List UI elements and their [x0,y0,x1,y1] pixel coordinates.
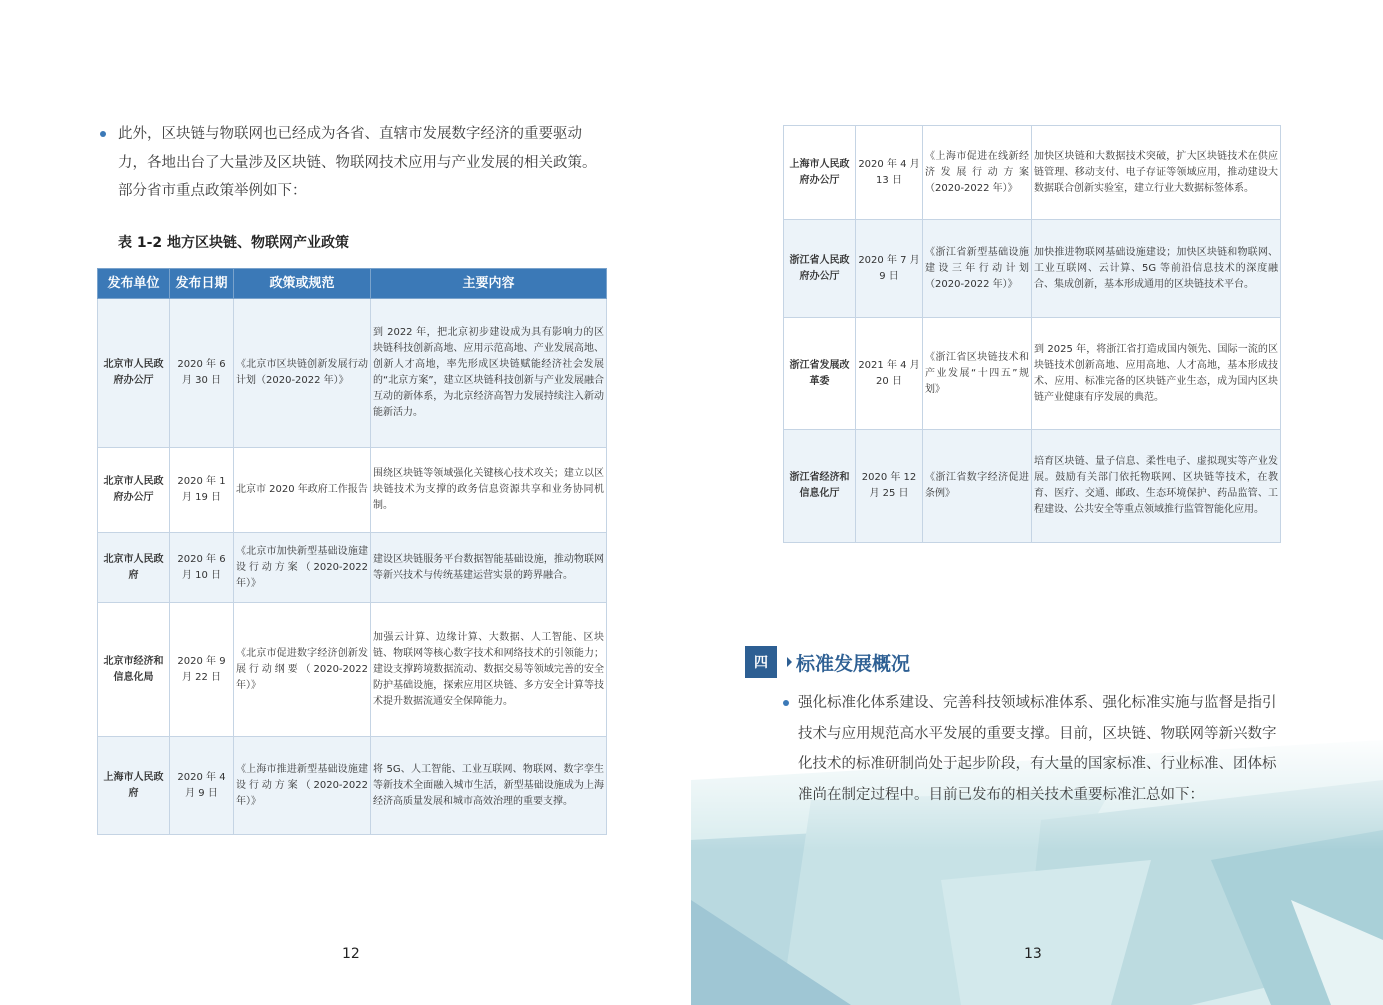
left-page [0,0,691,1005]
section-title: 标准发展概况 [796,652,911,675]
header-policy: 政策或规范 [234,269,371,299]
cell-unit: 上海市人民政府 [98,737,170,835]
cell-policy: 《浙江省区块链技术和产业发展“十四五”规划》 [923,318,1032,430]
bullet-icon [783,700,789,706]
cell-content: 围绕区块链等领域强化关键核心技术攻关；建立以区块链技术为支撑的政务信息资源共享和业务协同机制。 [371,448,607,533]
cell-date: 2020 年 4 月 9 日 [170,737,234,835]
cell-policy: 《上海市推进新型基础设施建设行动方案（2020-2022 年）》 [234,737,371,835]
cell-policy: 《浙江省数字经济促进条例》 [923,430,1032,543]
cell-content: 到 2025 年，将浙江省打造成国内领先、国际一流的区块链技术创新高地、应用高地、人才高地，基本形成技术、应用、标准完备的区块链产业生态，成为国内区块链产业健康有序发展的典范。 [1032,318,1281,430]
policy-table-left [97,268,607,835]
cell-date: 2020 年 4 月 13 日 [856,126,923,220]
cell-content: 加强云计算、边缘计算、大数据、人工智能、区块链、物联网等核心数字技术和网络技术的引领能力；建设支撑跨境数据流动、数据交易等领域完善的安全防护基础设施，探索应用区块链、多方安全计算等技术提升数据流通安全保障能力。 [371,603,607,737]
cell-date: 2020 年 12 月 25 日 [856,430,923,543]
cell-date: 2020 年 9 月 22 日 [170,603,234,737]
cell-unit: 北京市经济和信息化局 [98,603,170,737]
header-unit: 发布单位 [98,269,170,299]
table-row [784,220,1281,318]
cell-content: 到 2022 年，把北京初步建设成为具有影响力的区块链科技创新高地、应用示范高地、产业发展高地、创新人才高地，率先形成区块链赋能经济社会发展的“北京方案”，建立区块链科技创新与产业发展融合互动的新体系，为北京经济高智力发展持续注入新动能新活力。 [371,299,607,448]
intro-text: 此外，区块链与物联网也已经成为各省、直辖市发展数字经济的重要驱动力，各地出台了大量涉及区块链、物联网技术应用与产业发展的相关政策。部分省市重点政策举例如下： [118,126,597,199]
table-row [784,126,1281,220]
table-row [784,318,1281,430]
cell-content: 建设区块链服务平台数据智能基础设施，推动物联网等新兴技术与传统基建运营实景的跨界融合。 [371,533,607,603]
page-number-right: 13 [1024,946,1042,962]
arrow-right-icon [787,657,792,667]
cell-policy: 《浙江省新型基础设施建设三年行动计划（2020-2022 年）》 [923,220,1032,318]
table-row [98,603,607,737]
table-row [98,299,607,448]
section-paragraph [783,688,1283,810]
cell-date: 2020 年 6 月 10 日 [170,533,234,603]
table-header-row [98,269,607,299]
cell-unit: 浙江省发展改革委 [784,318,856,430]
cell-policy: 《北京市区块链创新发展行动计划（2020-2022 年）》 [234,299,371,448]
page-number-left: 12 [342,946,360,962]
cell-unit: 北京市人民政府 [98,533,170,603]
header-date: 发布日期 [170,269,234,299]
cell-content: 将 5G、人工智能、工业互联网、物联网、数字孪生等新技术全面融入城市生活，新型基础设施成为上海经济高质量发展和城市高效治理的重要支撑。 [371,737,607,835]
cell-date: 2020 年 7 月 9 日 [856,220,923,318]
policy-table-right [783,125,1281,543]
section-body-text: 强化标准化体系建设、完善科技领域标准体系、强化标准实施与监督是指引技术与应用规范高水平发展的重要支撑。目前，区块链、物联网等新兴数字化技术的标准研制尚处于起步阶段，有大量的国家标准、行业标准、团体标准尚在制定过程中。目前已发布的相关技术重要标准汇总如下： [798,695,1277,803]
header-content: 主要内容 [371,269,607,299]
cell-content: 加快推进物联网基础设施建设；加快区块链和物联网、工业互联网、云计算、5G 等前沿信息技术的深度融合、集成创新，基本形成通用的区块链技术平台。 [1032,220,1281,318]
table-row [98,448,607,533]
cell-unit: 北京市人民政府办公厅 [98,448,170,533]
cell-policy: 北京市 2020 年政府工作报告 [234,448,371,533]
cell-content: 加快区块链和大数据技术突破，扩大区块链技术在供应链管理、移动支付、电子存证等领域应用，推动建设大数据联合创新实验室，建立行业大数据标签体系。 [1032,126,1281,220]
table-row [98,533,607,603]
section-number: 四 [745,646,777,678]
table-row [98,737,607,835]
cell-unit: 北京市人民政府办公厅 [98,299,170,448]
cell-policy: 《上海市促进在线新经济发展行动方案（2020-2022 年）》 [923,126,1032,220]
cell-date: 2020 年 1 月 19 日 [170,448,234,533]
cell-policy: 《北京市促进数字经济创新发展行动纲要（2020-2022 年）》 [234,603,371,737]
cell-unit: 上海市人民政府办公厅 [784,126,856,220]
section-heading [745,646,910,678]
table-row [784,430,1281,543]
cell-date: 2021 年 4 月 20 日 [856,318,923,430]
table-caption: 表 1-2 地方区块链、物联网产业政策 [118,235,350,251]
cell-unit: 浙江省经济和信息化厅 [784,430,856,543]
cell-date: 2020 年 6 月 30 日 [170,299,234,448]
intro-paragraph [100,120,610,206]
cell-content: 培育区块链、量子信息、柔性电子、虚拟现实等产业发展。鼓励有关部门依托物联网、区块链等技术，在教育、医疗、交通、邮政、生态环境保护、药品监管、工程建设、公共安全等重点领域推行监管智能化应用。 [1032,430,1281,543]
cell-policy: 《北京市加快新型基础设施建设行动方案（2020-2022 年）》 [234,533,371,603]
bullet-icon [100,131,106,137]
cell-unit: 浙江省人民政府办公厅 [784,220,856,318]
